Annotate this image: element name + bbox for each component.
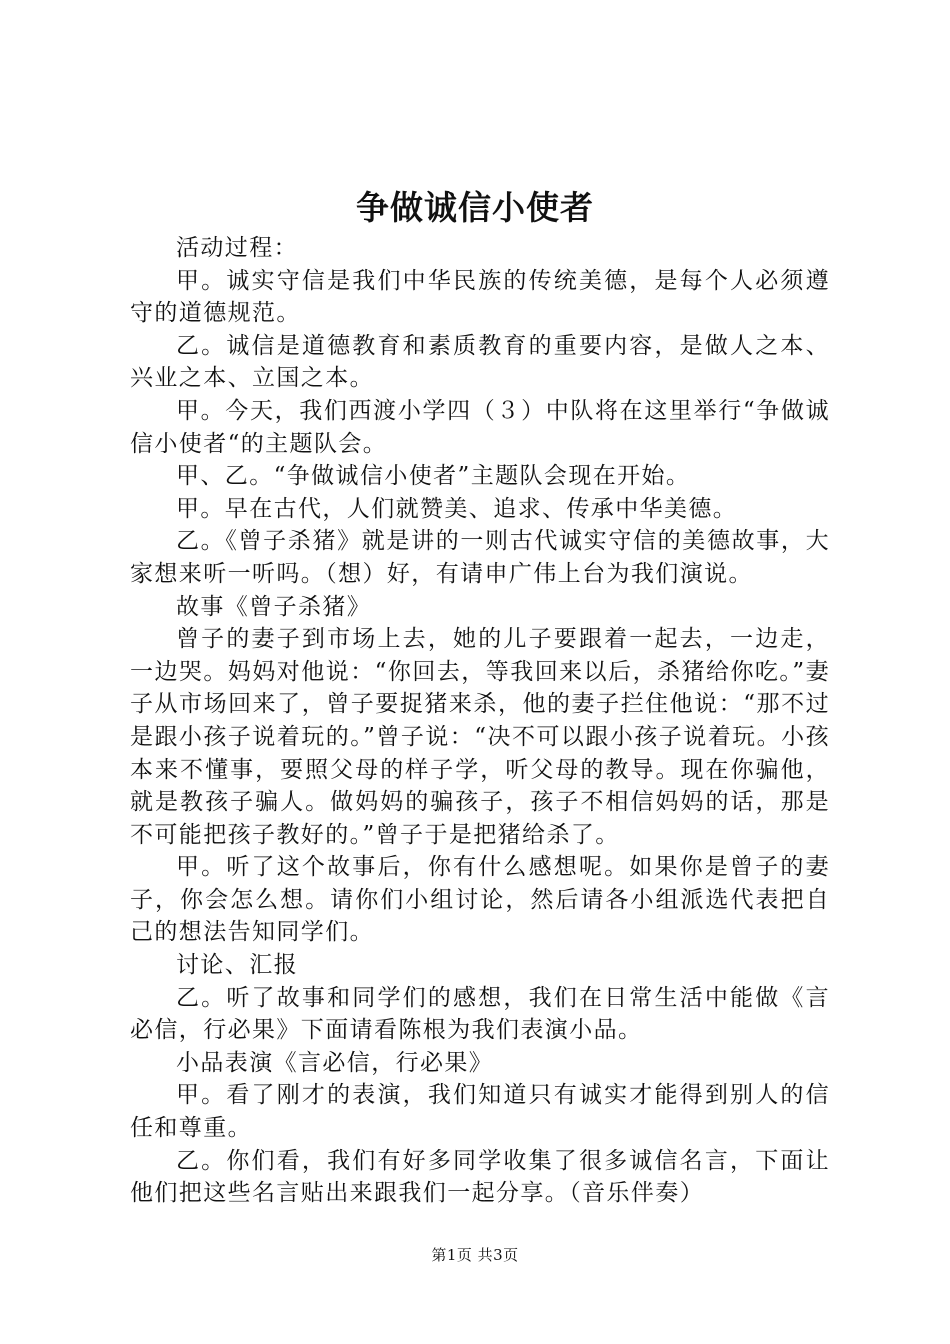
paragraph: 甲。看了刚才的表演，我们知道只有诚实才能得到别人的信任和尊重。 [130,1082,830,1142]
paragraph: 甲。诚实守信是我们中华民族的传统美德，是每个人必须遵守的道德规范。 [130,267,830,327]
paragraph: 乙。《曾子杀猪》就是讲的一则古代诚实守信的美德故事，大家想来听一听吗。（想）好，有请申广伟上台为我们演说。 [130,528,830,587]
paragraph: 乙。你们看，我们有好多同学收集了很多诚信名言，下面让他们把这些名言贴出来跟我们一起分享。（音乐伴奏） [130,1147,830,1207]
paragraph: 活动过程： [176,235,298,261]
document-body [130,232,830,1210]
story-paragraph: 曾子的妻子到市场上去，她的儿子要跟着一起去，一边走，一边哭。妈妈对他说：“你回去，等我回来以后，杀猪给你吃。”妻子从市场回来了，曾子要捉猪来杀，他的妻子拦住他说：“那不过是跟小孩子说着玩的。”曾子说：“决不可以跟小孩子说着玩。小孩本来不懂事，要照父母的样子学，听父母的教导。现在你骗他，就是教孩子骗人。做妈妈的骗孩子，孩子不相信妈妈的话，那是不可能把孩子教好的。”曾子于是把猪给杀了。 [130,626,830,848]
paragraph: 甲、乙。“争做诚信小使者”主题队会现在开始。 [176,463,691,490]
section-heading: 小品表演《言必信，行必果》 [176,1049,494,1076]
paragraph: 甲。今天，我们西渡小学四（３）中队将在这里举行“争做诚信小使者“的主题队会。 [130,397,830,457]
paragraph: 乙。诚信是道德教育和素质教育的重要内容，是做人之本、兴业之本、立国之本。 [130,332,830,392]
section-heading: 讨论、汇报 [176,952,298,979]
document-title: 争做诚信小使者 [356,188,594,227]
paragraph: 甲。听了这个故事后，你有什么感想呢。如果你是曾子的妻子，你会怎么想。请你们小组讨论，然后请各小组派选代表把自己的想法告知同学们。 [130,854,830,946]
paragraph: 乙。听了故事和同学们的感想，我们在日常生活中能做《言必信，行必果》下面请看陈根为我们表演小品。 [130,984,830,1044]
page-number-footer: 第1页 共3页 [431,1246,519,1264]
paragraph: 甲。早在古代，人们就赞美、追求、传承中华美德。 [176,495,738,522]
section-heading: 故事《曾子杀猪》 [176,593,372,620]
